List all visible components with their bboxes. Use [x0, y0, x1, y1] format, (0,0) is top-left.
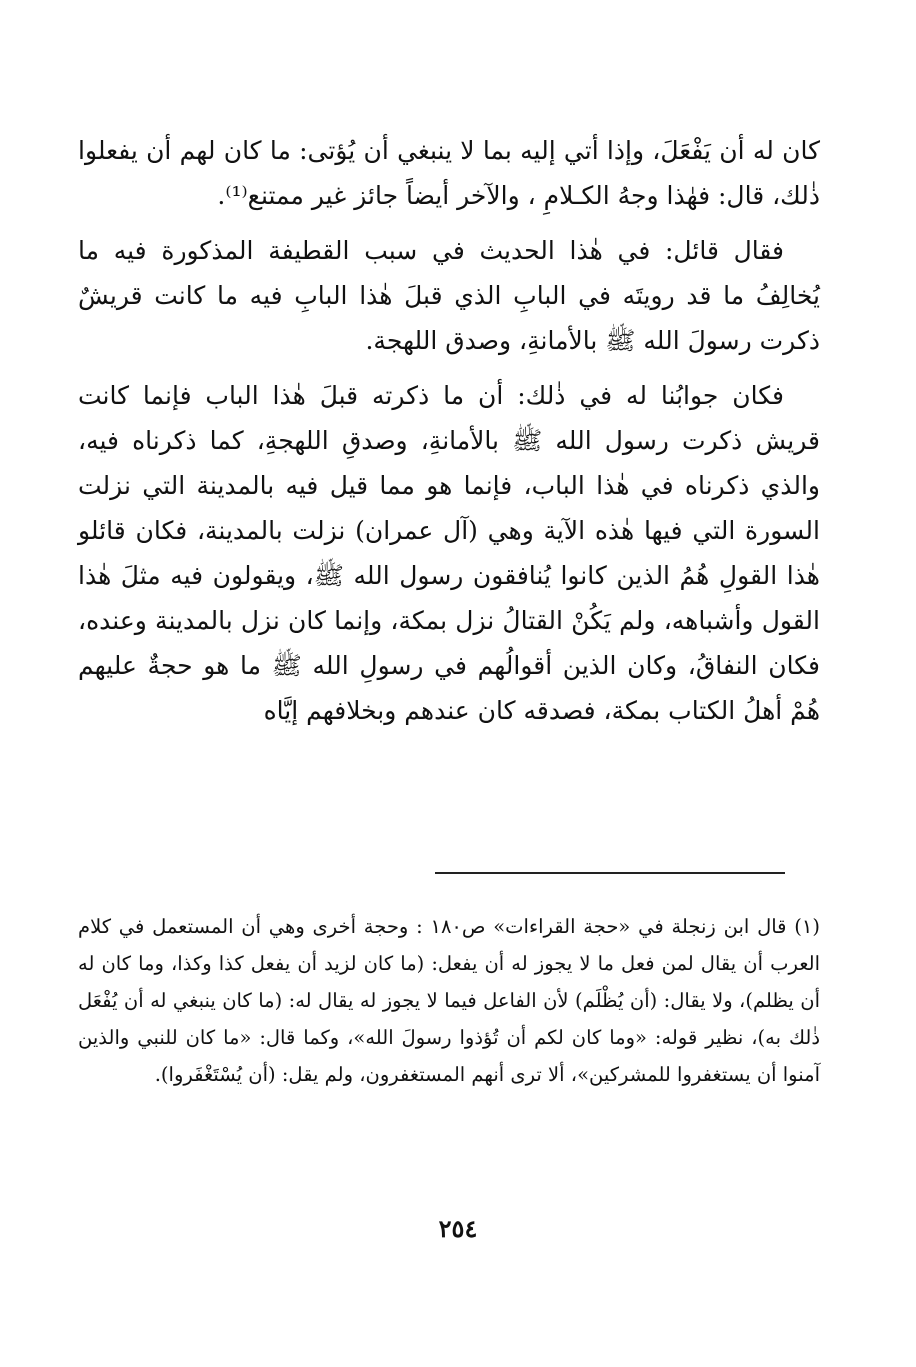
paragraph: فكان جوابُنا له في ذٰلك: أن ما ذكرته قبلَ هٰذا الباب فإنما كانت قريش ذكرت رسول الله ﷺ بالأمانةِ، وصدقِ اللهجةِ، كما ذكرناه فيه، والذي ذكرناه في هٰذا الباب، فإنما هو مما قيل فيه بالمدينة التي نزلت السورة التي فيها هٰذه الآية وهي (آل عمران) نزلت بالمدينة، فكان قائلو هٰذا القولِ هُمُ الذين كانوا يُنافقون رسول الله ﷺ، ويقولون فيه مثلَ هٰذا القول وأشباهه، ولم يَكُنْ القتالُ نزل بمكة، وإنما كان نزل بالمدينة وعنده، فكان النفاقُ، وكان الذين أقوالُهم في رسولِ الله ﷺ ما هو حجةٌ عليهم هُمْ أهلُ الكتاب بمكة، فصدقه كان عندهم وبخلافهم إيَّاه — [78, 381, 820, 725]
paragraph: كان له أن يَفْعَلَ، وإذا أتي إليه بما لا ينبغي أن يُؤتى: ما كان لهم أن يفعلوا ذٰلك، قال: فهٰذا وجهُ الكـلامِ ، والآخر أيضاً جائز غير ممتنع⁽¹⁾. — [78, 136, 820, 210]
footnote-separator — [435, 872, 785, 874]
paragraph: فقال قائل: في هٰذا الحديث في سبب القطيفة المذكورة فيه ما يُخالِفُ ما قد رويتَه في البابِ الذي قبلَ هٰذا البابِ فيه ما كانت قريشٌ ذكرت رسولَ الله ﷺ بالأمانةِ، وصدق اللهجة. — [78, 236, 820, 355]
footnotes — [78, 908, 820, 1093]
page-number: ٢٥٤ — [438, 1214, 478, 1243]
footnote: (١) قال ابن زنجلة في «حجة القراءات» ص١٨٠ : وحجة أخرى وهي أن المستعمل في كلام العرب أن يقال لمن فعل ما لا يجوز له أن يفعل: (ما كان لزيد أن يفعل كذا وكذا، وما كان له أن يظلم)، ولا يقال: (أن يُظْلَم) لأن الفاعل فيما لا يجوز له يقال له: (ما كان ينبغي له أن يُفْعَل ذٰلك به)، نظير قوله: «وما كان لكم أن تُؤذوا رسولَ الله»، وكما قال: «ما كان للنبي والذين آمنوا أن يستغفروا للمشركين»، ألا ترى أنهم المستغفرون، ولم يقل: (أن يُسْتَغْفَروا). — [78, 915, 820, 1086]
main-text — [78, 128, 820, 733]
